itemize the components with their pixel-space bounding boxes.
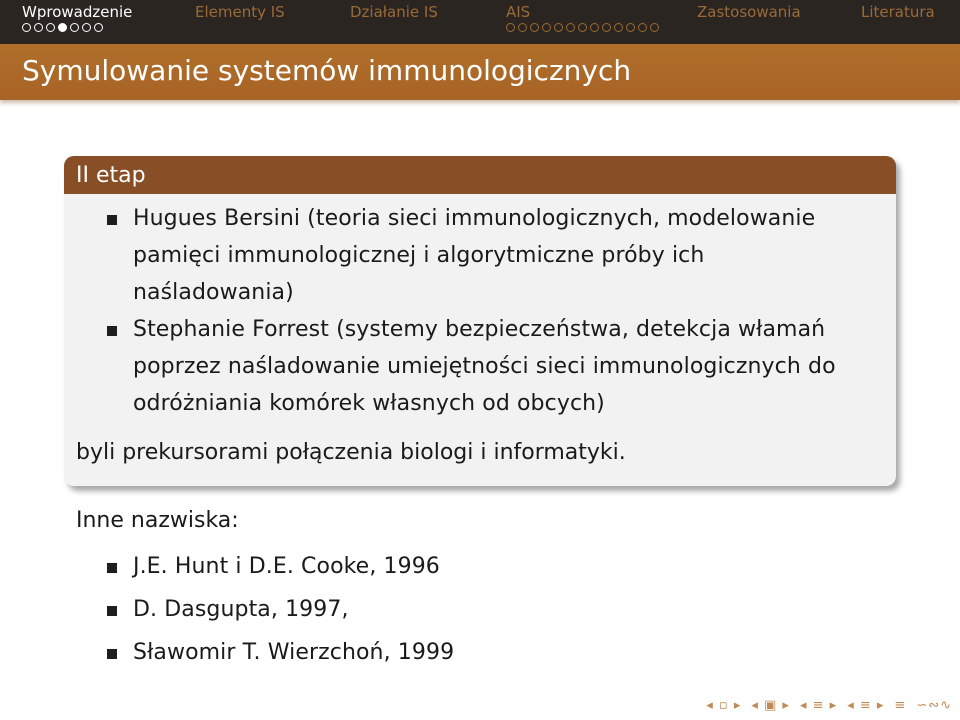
list-item-line: poprzez naśladowanie umiejętności sieci immunologicznych do <box>133 354 836 379</box>
block-title: II etap <box>76 163 146 188</box>
section-navigation-bar <box>0 0 960 44</box>
slide-dot-icon[interactable] <box>530 23 539 32</box>
slide-dot-icon[interactable] <box>650 23 659 32</box>
subsection-nav-icon[interactable]: ◂ ▣ ▸ <box>751 697 790 713</box>
slide-dot-icon[interactable] <box>590 23 599 32</box>
slide-dots-wprowadzenie <box>22 23 103 35</box>
frame-title-bar <box>0 44 960 100</box>
slide-dot-icon[interactable] <box>58 23 67 32</box>
nav-section-ais[interactable]: AIS <box>506 3 531 21</box>
list-item-line: Hugues Bersini (teoria sieci immunologicznych, modelowanie <box>133 206 816 231</box>
list-item-line: Stephanie Forrest (systemy bezpieczeństwa, detekcja włamań <box>133 317 826 342</box>
slide-dot-icon[interactable] <box>34 23 43 32</box>
slide-dot-icon[interactable] <box>506 23 515 32</box>
slide-dot-icon[interactable] <box>22 23 31 32</box>
slide-dot-icon[interactable] <box>614 23 623 32</box>
list-item-line: pamięci immunologicznej i algorytmiczne próby ich <box>133 243 705 268</box>
block-ii-etap <box>64 156 896 486</box>
slide-dot-icon[interactable] <box>542 23 551 32</box>
block-header <box>64 156 896 194</box>
slide-dot-icon[interactable] <box>566 23 575 32</box>
slide-dot-icon[interactable] <box>70 23 79 32</box>
list-item-text: D. Dasgupta, 1997, <box>133 597 349 622</box>
square-bullet-icon <box>107 563 117 573</box>
section-nav-icon[interactable]: ◂ ≡ ▸ <box>799 697 838 713</box>
list-item-line: odróżniania komórek własnych od obcych) <box>133 391 605 416</box>
nav-section-dzialanie-is[interactable]: Działanie IS <box>350 3 438 21</box>
list-item-line: naśladowania) <box>133 280 294 305</box>
frame-nav-icon[interactable]: ◂ ▫ ▸ <box>706 697 742 713</box>
slide-dot-icon[interactable] <box>554 23 563 32</box>
list-item-text <box>133 311 836 422</box>
square-bullet-icon <box>107 326 117 336</box>
slide-dot-icon[interactable] <box>626 23 635 32</box>
block-footer-text: byli prekursorami połączenia biologi i informatyki. <box>76 440 626 465</box>
nav-section-literatura[interactable]: Literatura <box>861 3 935 21</box>
slide-dot-icon[interactable] <box>602 23 611 32</box>
appendix-nav-icon[interactable]: ≡ <box>894 697 907 713</box>
square-bullet-icon <box>107 649 117 659</box>
list-item-text: Sławomir T. Wierzchoń, 1999 <box>133 640 455 665</box>
slide-dot-icon[interactable] <box>94 23 103 32</box>
square-bullet-icon <box>107 606 117 616</box>
square-bullet-icon <box>107 215 117 225</box>
slide-dot-icon[interactable] <box>638 23 647 32</box>
search-back-forward-icon[interactable]: ∽∾∿ <box>916 697 952 713</box>
list-item-text: J.E. Hunt i D.E. Cooke, 1996 <box>133 554 440 579</box>
other-names-heading: Inne nazwiska: <box>76 508 239 533</box>
slide-dot-icon[interactable] <box>518 23 527 32</box>
slide-dot-icon[interactable] <box>82 23 91 32</box>
nav-section-zastosowania[interactable]: Zastosowania <box>697 3 801 21</box>
nav-section-elementy-is[interactable]: Elementy IS <box>195 3 285 21</box>
slide-dot-icon[interactable] <box>578 23 587 32</box>
nav-section-wprowadzenie[interactable]: Wprowadzenie <box>22 3 133 21</box>
list-item-text <box>133 200 815 311</box>
slide-dots-ais <box>506 23 659 35</box>
beamer-navigation-symbols <box>706 697 952 713</box>
document-nav-icon[interactable]: ◂ ≡ ▸ <box>847 697 885 713</box>
frame-title: Symulowanie systemów immunologicznych <box>22 54 632 87</box>
slide-dot-icon[interactable] <box>46 23 55 32</box>
